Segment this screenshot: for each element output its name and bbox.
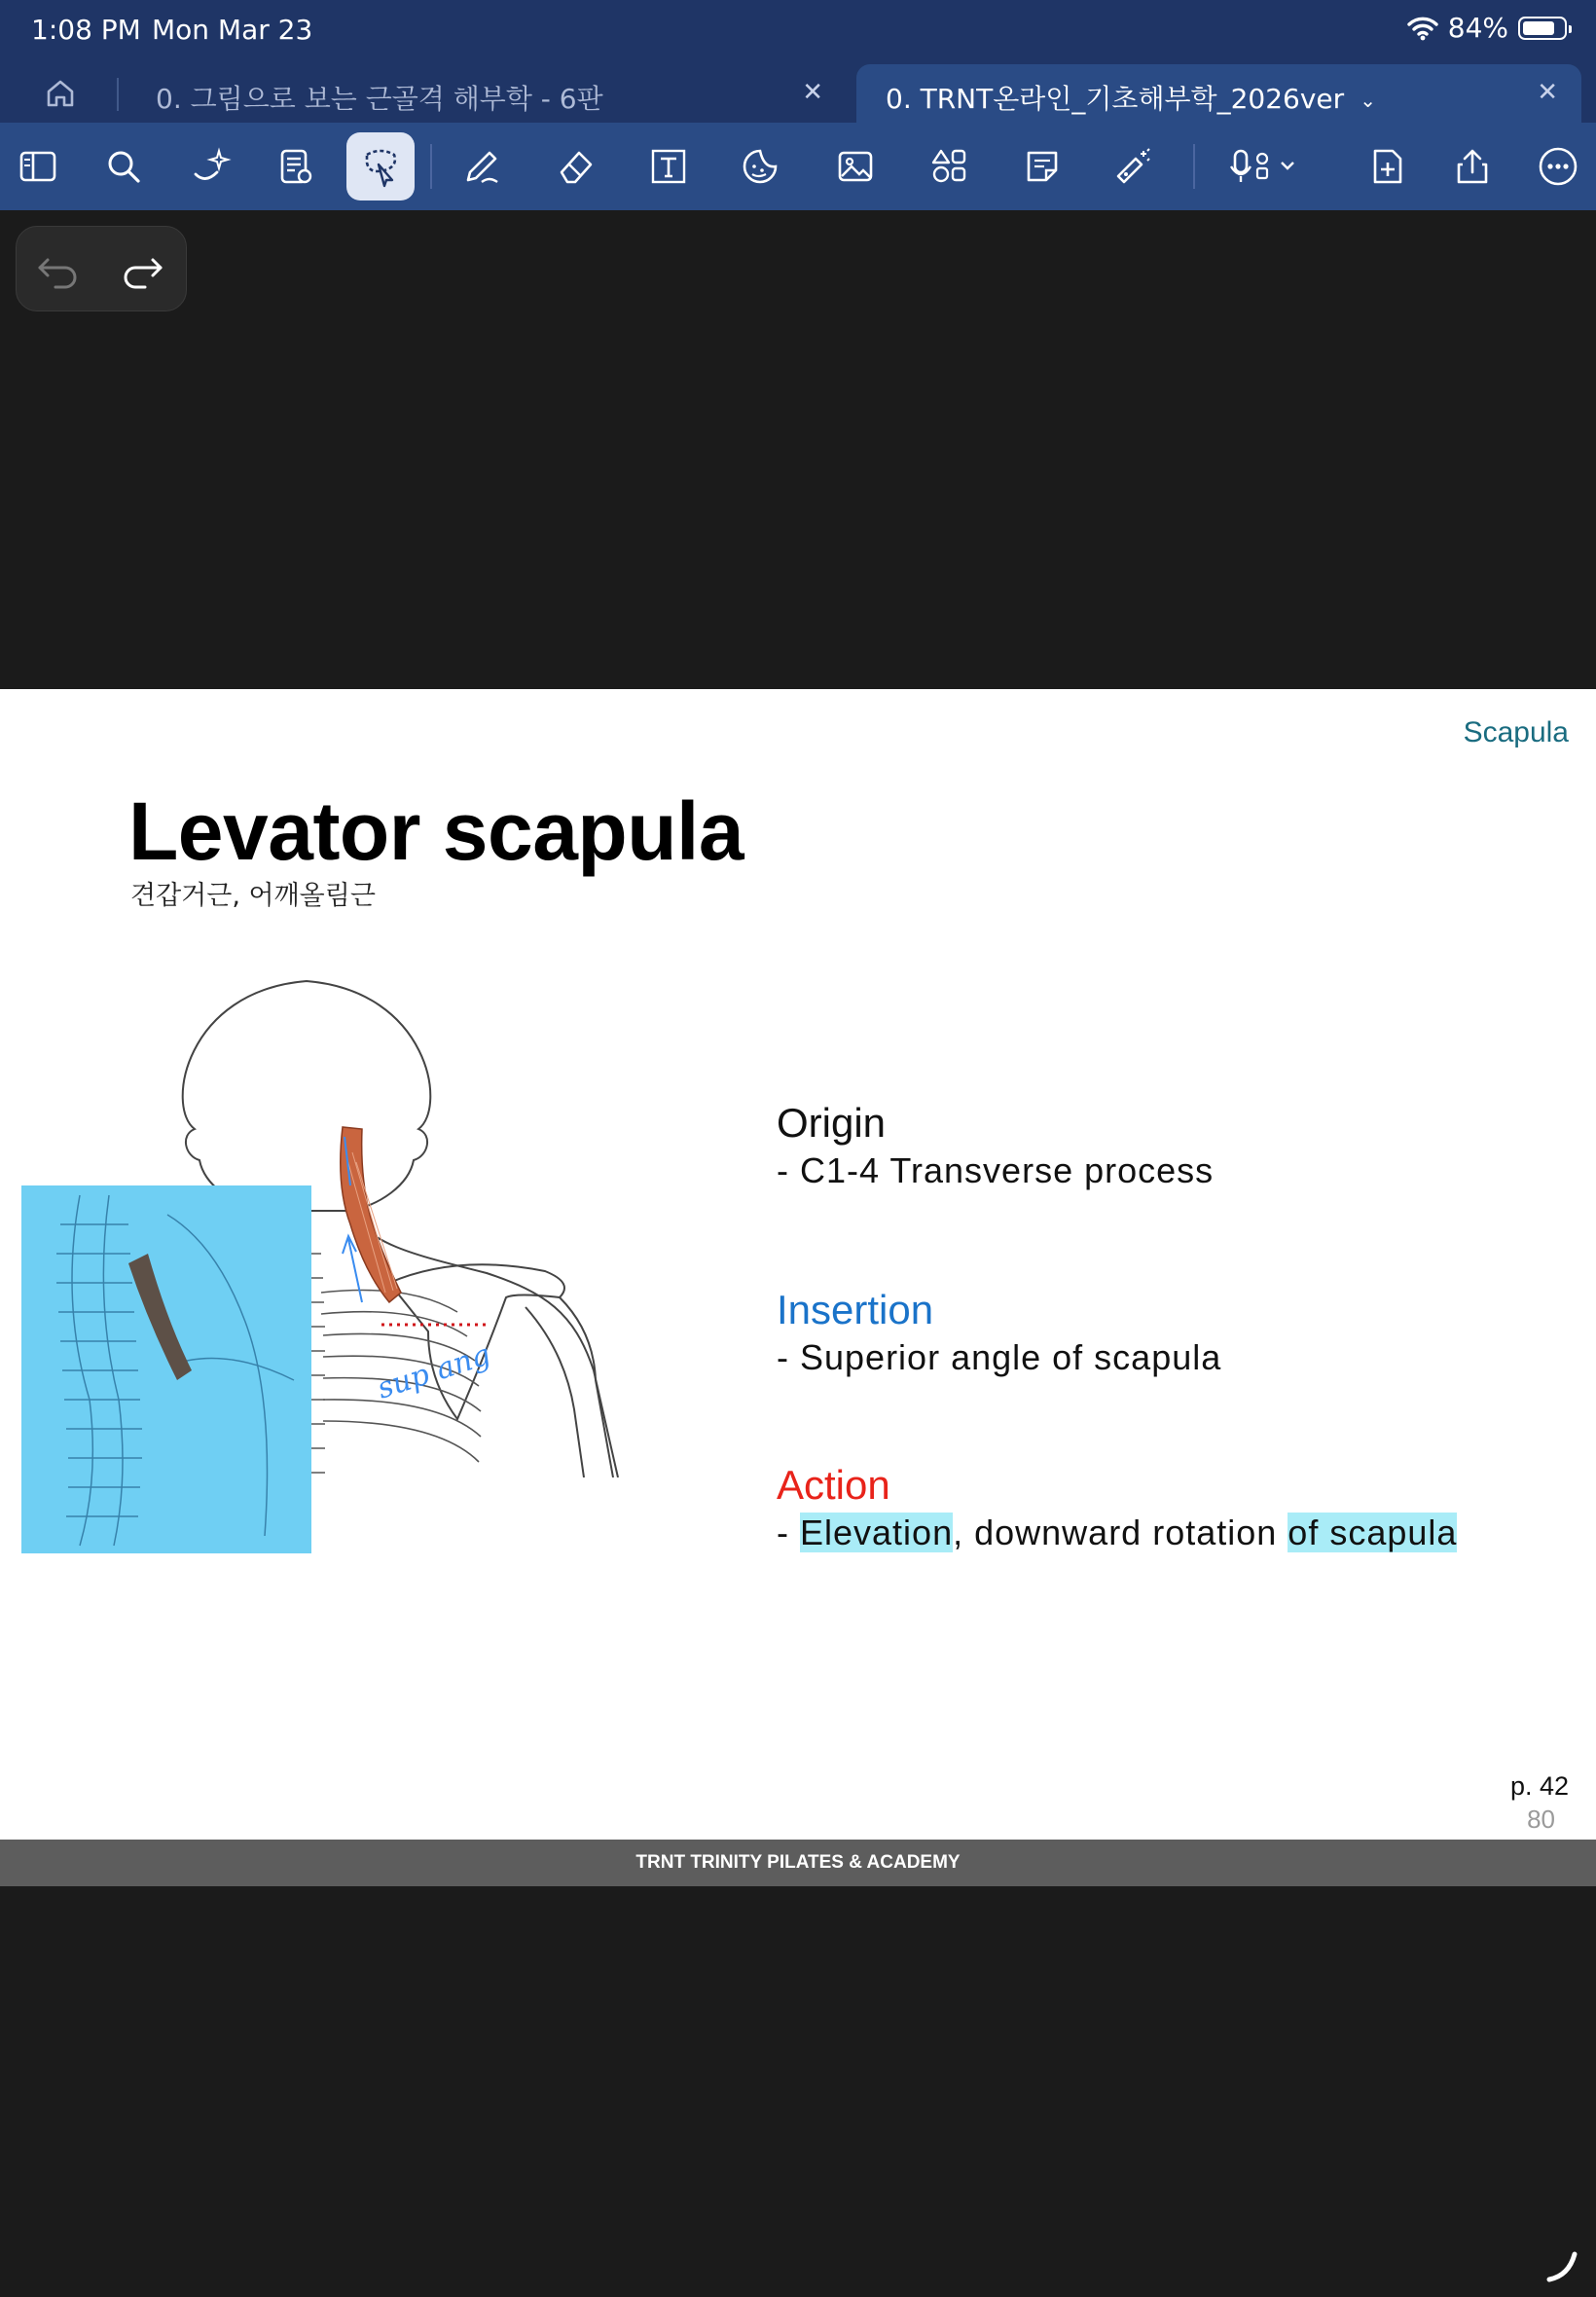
microphone-icon[interactable] — [1216, 132, 1324, 201]
highlighted-text: Elevation — [800, 1513, 954, 1552]
action-text — [777, 1513, 1457, 1553]
scroll-indicator-icon[interactable] — [1543, 2246, 1582, 2285]
handwritten-note: sup ang — [373, 1337, 495, 1406]
page-subtitle: 견갑거근, 어깨올림근 — [130, 881, 376, 911]
page-reference: p. 42 — [1509, 1771, 1569, 1801]
highlighted-text: of scapula — [1288, 1513, 1458, 1552]
sidebar-icon[interactable] — [4, 132, 72, 201]
slide-footer: TRNT TRINITY PILATES & ACADEMY — [0, 1840, 1596, 1886]
status-time: 1:08 PM — [31, 14, 141, 46]
shapes-icon[interactable] — [915, 132, 983, 201]
undo-redo-panel — [16, 226, 187, 311]
lasso-select-icon[interactable] — [346, 132, 415, 201]
action-section — [777, 1462, 1457, 1553]
sticker-icon[interactable] — [726, 132, 794, 201]
tab-bar — [0, 60, 1596, 123]
insertion-heading: Insertion — [777, 1287, 934, 1332]
page-title: Levator scapula — [128, 785, 744, 877]
ai-sparkle-icon[interactable] — [177, 132, 245, 201]
chevron-down-icon[interactable]: ⌄ — [1360, 89, 1376, 112]
more-icon[interactable] — [1524, 132, 1592, 201]
tab-label: 0. 그림으로 보는 근골격 해부학 - 6판 — [156, 83, 603, 115]
section-label: Scapula — [1463, 716, 1569, 748]
home-icon[interactable] — [41, 74, 80, 113]
share-icon[interactable] — [1438, 132, 1506, 201]
toolbar — [0, 123, 1596, 210]
tab-anatomy-book[interactable] — [127, 64, 847, 123]
status-date: Mon Mar 23 — [152, 14, 313, 46]
eraser-icon[interactable] — [541, 132, 609, 201]
action-text-middle: , downward rotation — [953, 1513, 1288, 1552]
toolbar-divider — [1193, 144, 1195, 189]
tab-label — [886, 78, 1376, 117]
slide-page[interactable] — [0, 689, 1596, 1873]
insertion-text: - Superior angle of scapula — [777, 1337, 1222, 1377]
battery-percent: 84% — [1447, 12, 1508, 44]
spine-muscle-inset-illustration — [21, 1185, 311, 1553]
laser-pointer-icon[interactable] — [1100, 132, 1168, 201]
search-icon[interactable] — [90, 132, 158, 201]
page-number: 80 — [1527, 1805, 1555, 1834]
sticky-note-icon[interactable] — [1008, 132, 1076, 201]
inset-image[interactable] — [21, 1185, 311, 1553]
tab-trnt-anatomy[interactable] — [856, 64, 1581, 123]
document-icon[interactable] — [261, 132, 329, 201]
status-bar — [0, 0, 1596, 60]
tab-divider — [117, 78, 119, 111]
add-page-icon[interactable] — [1353, 132, 1421, 201]
undo-icon[interactable] — [34, 246, 83, 293]
tab-title: 0. TRNT온라인_기초해부학_2026ver — [886, 83, 1345, 115]
text-box-icon[interactable] — [635, 132, 703, 201]
wifi-icon — [1407, 16, 1438, 41]
origin-text: - C1-4 Transverse process — [777, 1150, 1215, 1190]
origin-heading: Origin — [777, 1100, 887, 1146]
app-chrome — [0, 0, 1596, 210]
toolbar-divider — [430, 144, 432, 189]
battery-icon — [1518, 17, 1567, 40]
status-right — [1407, 12, 1567, 44]
close-icon[interactable]: ✕ — [1537, 78, 1558, 107]
redo-icon[interactable] — [118, 246, 166, 293]
image-icon[interactable] — [821, 132, 889, 201]
origin-section — [777, 1100, 1214, 1191]
action-dash: - — [777, 1513, 800, 1552]
close-icon[interactable]: ✕ — [802, 78, 823, 107]
insertion-section — [777, 1287, 1221, 1378]
action-heading: Action — [777, 1462, 890, 1508]
pen-icon[interactable] — [448, 132, 516, 201]
